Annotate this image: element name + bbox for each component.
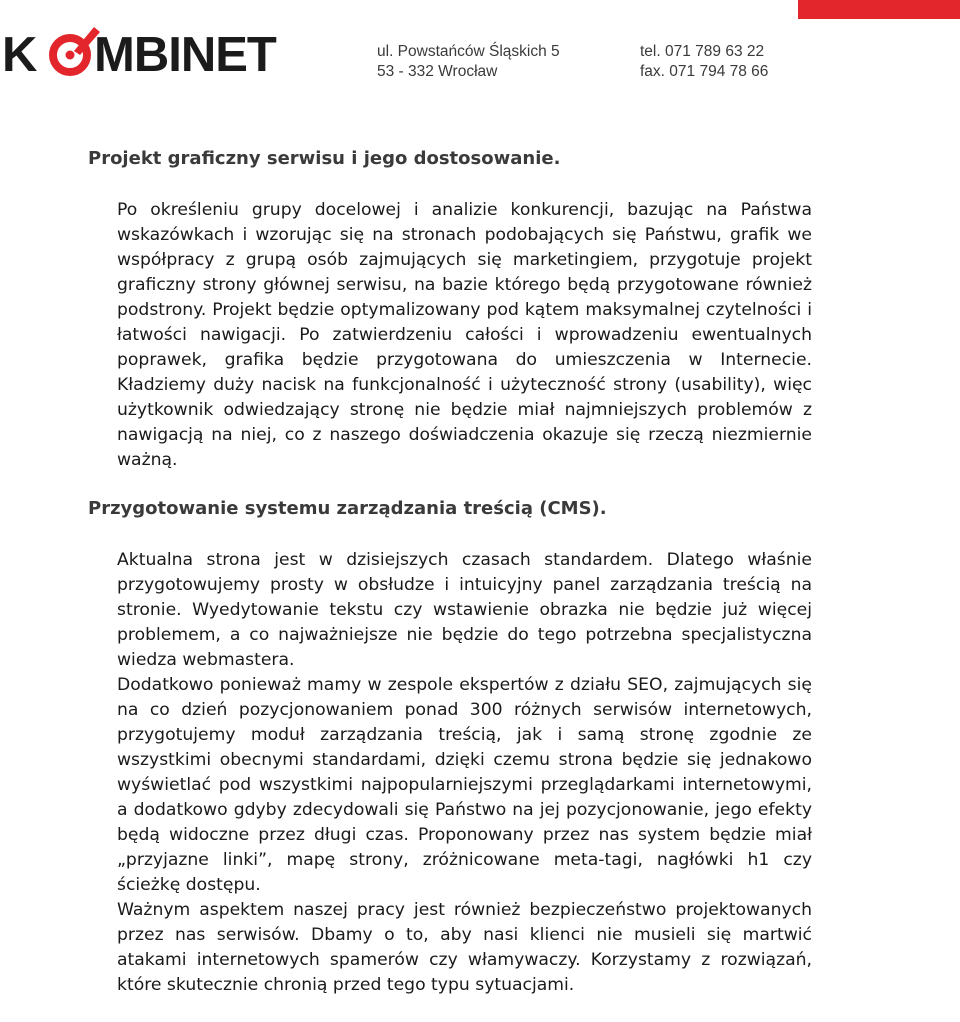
logo-text-right: MBINET: [94, 28, 276, 76]
logo-text-left: K: [2, 28, 37, 76]
cms-paragraph-3: Ważnym aspektem naszej pracy jest również bezpieczeństwo projektowanych przez nas serwisów. Dbamy o to, aby nasi klienci nie musieli się martwić atakami internetowych spamerów czy włamywaczy. Korzystamy z rozwiązań, które skutecznie chronią przed tego typu sytuacjami.: [117, 900, 812, 995]
top-accent-bar: [798, 0, 960, 19]
section-title-design: Projekt graficzny serwisu i jego dostosowanie.: [88, 148, 561, 169]
section-title-cms: Przygotowanie systemu zarządzania treścią (CMS).: [88, 498, 607, 519]
fax-number: fax. 071 794 78 66: [640, 63, 769, 80]
kombinet-logo: [2, 24, 338, 76]
address-line-1: ul. Powstańców Śląskich 5: [377, 43, 560, 60]
section-body-design: Po określeniu grupy docelowej i analizie konkurencji, bazując na Państwa wskazówkach i wzorując się na stronach podobających się Państwu, grafik we współpracy z grupą osób zajmujących się marketingiem, przygotuje projekt graficzny strony głównej serwisu, na bazie którego będą przygotowane również podstrony. Projekt będzie optymalizowany pod kątem maksymalnej czytelności i łatwości nawigacji. Po zatwierdzeniu całości i wprowadzeniu ewentualnych poprawek, grafika będzie przygotowana do umieszczenia w Internecie. Kładziemy duży nacisk na funkcjonalność i użyteczność strony (usability), więc użytkownik odwiedzający stronę nie będzie miał najmniejszych problemów z nawigacją na niej, co z naszego doświadczenia okazuje się rzeczą niezmiernie ważną.: [117, 200, 812, 470]
address-line-2: 53 - 332 Wrocław: [377, 63, 498, 80]
phone-number: tel. 071 789 63 22: [640, 43, 765, 60]
logo-o-mark: [53, 27, 100, 72]
cms-paragraph-2: Dodatkowo ponieważ mamy w zespole ekspertów z działu SEO, zajmujących się na co dzień pozycjonowaniem ponad 300 różnych serwisów internetowych, przygotujemy moduł zarządzania treścią, jak i samą stronę zgodnie ze wszystkimi obecnymi standardami, dzięki czemu strona będzie się jednakowo wyświetlać pod wszystkimi najpopularniejszymi przeglądarkami internetowymi, a dodatkowo gdyby zdecydowali się Państwo na jej pozycjonowanie, jego efekty będą widoczne przez długi czas. Proponowany przez nas system będzie miał „przyjazne linki”, mapę strony, zróżnicowane meta-tagi, nagłówki h1 czy ścieżkę dostępu.: [117, 675, 812, 895]
cms-paragraph-1: Aktualna strona jest w dzisiejszych czasach standardem. Dlatego właśnie przygotowujemy prosty w obsłudze i intuicyjny panel zarządzania treścią na stronie. Wyedytowanie tekstu czy wstawienie obrazka nie będzie już więcej problemem, a co najważniejsze nie będzie do tego potrzebna specjalistyczna wiedza webmastera.: [117, 550, 812, 670]
